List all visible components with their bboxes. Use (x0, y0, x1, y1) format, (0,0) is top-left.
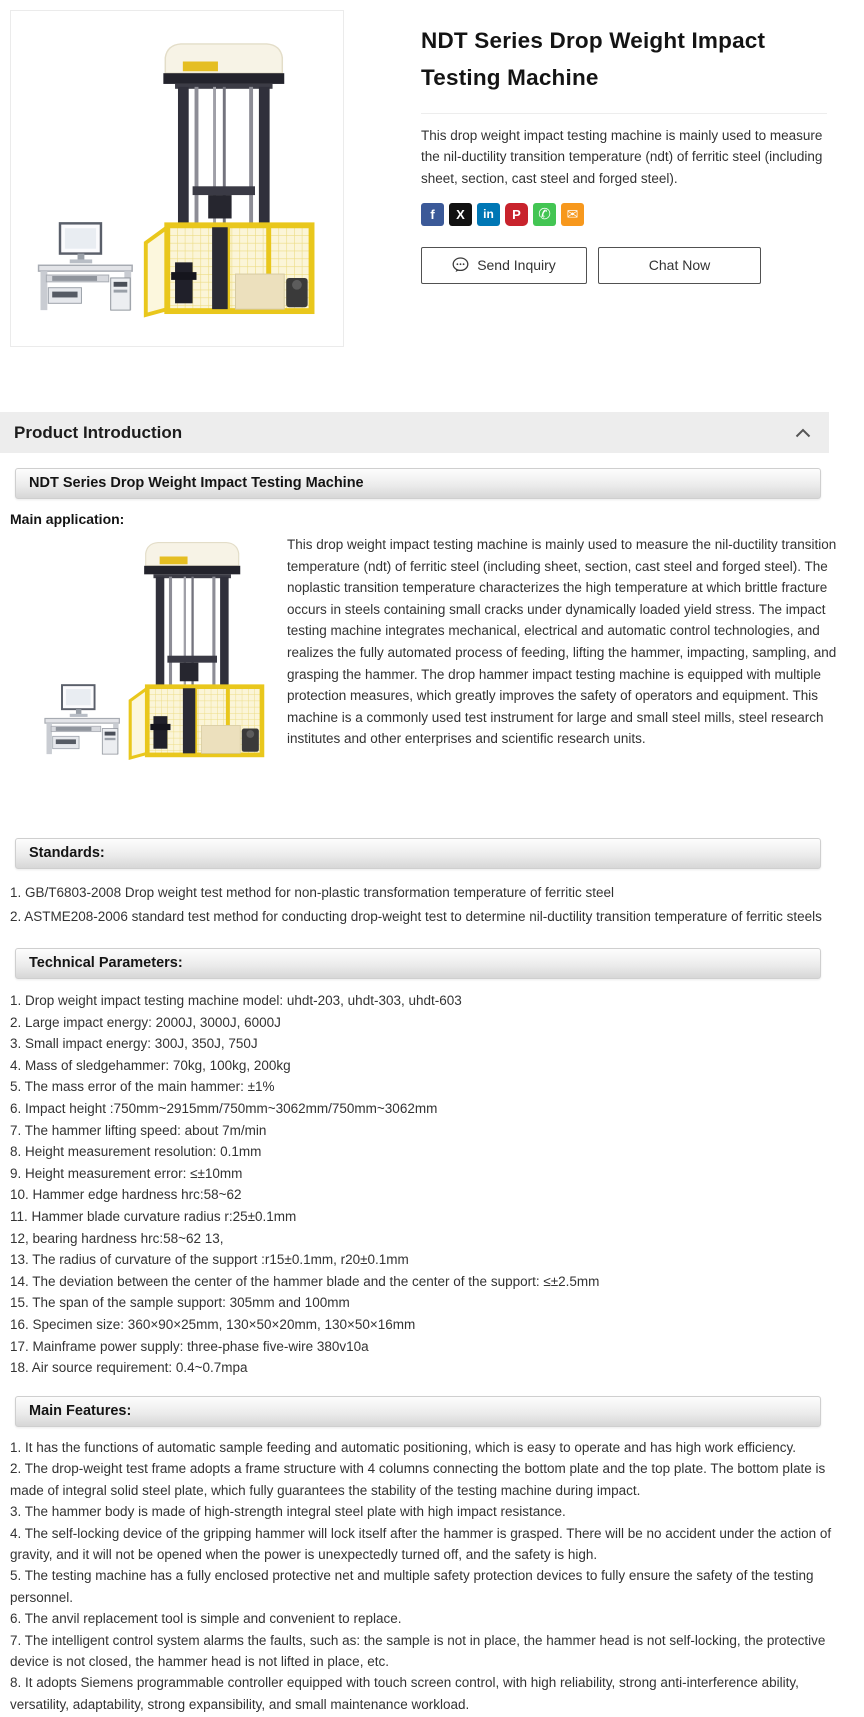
standards-header: Standards: (15, 838, 821, 869)
share-whatsapp-icon[interactable]: ✆ (533, 203, 556, 226)
send-inquiry-button[interactable] (421, 247, 587, 284)
product-summary: This drop weight impact testing machine is mainly used to measure the nil-ductility transition temperature (ndt) of ferritic steel (including sheet, section, cast steel and forged steel). (421, 128, 823, 186)
list-item: 14. The deviation between the center of the hammer blade and the center of the support: ≤±2.5mm (10, 1273, 600, 1289)
product-info-panel (421, 22, 833, 284)
share-email-icon[interactable]: ✉ (561, 203, 584, 226)
main-features-list (10, 1437, 848, 1715)
product-title: NDT Series Drop Weight Impact Testing Machine (421, 28, 766, 90)
section-title: Product Introduction (14, 422, 183, 442)
divider (421, 113, 827, 114)
share-x-icon[interactable]: X (449, 203, 472, 226)
share-facebook-icon[interactable]: f (421, 203, 444, 226)
technical-parameters-header: Technical Parameters: (15, 948, 821, 979)
list-item: 5. The mass error of the main hammer: ±1% (10, 1079, 275, 1095)
list-item: 7. The hammer lifting speed: about 7m/min (10, 1122, 267, 1138)
chat-now-button[interactable] (598, 247, 761, 284)
list-item: 8. It adopts Siemens programmable controller equipped with touch screen control, with high reliability, strong anti-interference ability, versatility, adaptability, strong expansibility, and small maintenance workload. (10, 1675, 799, 1712)
list-item: 13. The radius of curvature of the support :r15±0.1mm, r20±0.1mm (10, 1252, 409, 1268)
share-linkedin-icon[interactable]: in (477, 203, 500, 226)
list-item: 16. Specimen size: 360×90×25mm, 130×50×20mm, 130×50×16mm (10, 1316, 416, 1332)
main-features-header: Main Features: (15, 1396, 821, 1427)
technical-parameters-list (10, 990, 860, 1379)
list-item: 11. Hammer blade curvature radius r:25±0.1mm (10, 1208, 297, 1224)
chat-bubble-icon (452, 257, 469, 273)
list-item: 10. Hammer edge hardness hrc:58~62 (10, 1187, 242, 1203)
list-item: 5. The testing machine has a fully enclosed protective net and multiple safety protection devices to fully ensure the safety of the testing personnel. (10, 1568, 814, 1605)
list-item: 3. Small impact energy: 300J, 350J, 750J (10, 1036, 258, 1052)
list-item: 2. ASTME208-2006 standard test method for conducting drop-weight test to determine nil-ductility transition temperature of ferritic steels (10, 908, 822, 924)
chat-now-label: Chat Now (648, 257, 711, 274)
standards-list (10, 881, 860, 928)
chevron-up-icon[interactable] (795, 428, 811, 438)
list-item: 6. Impact height :750mm~2915mm/750mm~3062mm/750mm~3062mm (10, 1100, 438, 1116)
machine-illustration-small (31, 533, 279, 766)
list-item: 1. GB/T6803-2008 Drop weight test method for non-plastic transformation temperature of ferritic steel (10, 885, 615, 900)
list-item: 17. Mainframe power supply: three-phase five-wire 380v10a (10, 1338, 369, 1354)
machine-illustration (21, 32, 333, 325)
application-image (30, 533, 280, 769)
send-inquiry-label: Send Inquiry (477, 257, 556, 274)
main-application-label: Main application: (10, 511, 125, 527)
share-row (421, 203, 833, 226)
list-item: 7. The intelligent control system alarms the faults, such as: the sample is not in place, the hammer head is not self-locking, the protective device is not closed, the hammer head is not lifted in place, etc. (10, 1632, 826, 1670)
list-item: 4. Mass of sledgehammer: 70kg, 100kg, 200kg (10, 1057, 291, 1073)
list-item: 1. It has the functions of automatic sample feeding and automatic positioning, which is easy to operate and has high work efficiency. (10, 1440, 796, 1455)
intro-banner: NDT Series Drop Weight Impact Testing Machine (15, 468, 821, 499)
product-photo[interactable] (10, 10, 344, 347)
product-introduction-section-header[interactable] (0, 412, 829, 453)
list-item: 9. Height measurement error: ≤±10mm (10, 1165, 243, 1181)
list-item: 12, bearing hardness hrc:58~62 13, (10, 1230, 224, 1246)
list-item: 2. Large impact energy: 2000J, 3000J, 6000J (10, 1014, 281, 1030)
list-item: 3. The hammer body is made of high-strength integral steel plate with high impact resistance. (10, 1504, 566, 1520)
main-application-text: This drop weight impact testing machine is mainly used to measure the nil-ductility transition temperature (ndt) of ferritic steel (including sheet, section, cast steel and forged steel). The noplastic transition temperature characterizes the high temperature at which brittle fracture occurs in steels containing small cracks under dynamically loaded yield stress. The impact testing machine integrates mechanical, electrical and automatic control technologies, and realizes the fully automated process of feeding, lifting the hammer, impacting, sampling, and grasping the hammer. The drop hammer impact testing machine is equipped with multiple protection measures, which greatly improves the safety of operators and equipment. This machine is a commonly used test instrument for large and small steel mills, steel research institutes and other enterprises and scientific research units. (287, 537, 837, 747)
list-item: 18. Air source requirement: 0.4~0.7mpa (10, 1360, 248, 1376)
list-item: 6. The anvil replacement tool is simple and convenient to replace. (10, 1611, 402, 1627)
list-item: 8. Height measurement resolution: 0.1mm (10, 1144, 262, 1160)
list-item: 15. The span of the sample support: 305mm and 100mm (10, 1295, 350, 1311)
action-buttons (421, 247, 833, 284)
list-item: 4. The self-locking device of the gripping hammer will lock itself after the hammer is grasped. There will be no accident under the action of gravity, and it will not be opened when the power is unexpectedly turned off, and the safety is high. (10, 1525, 832, 1563)
list-item: 1. Drop weight impact testing machine model: uhdt-203, uhdt-303, uhdt-603 (10, 993, 462, 1008)
share-pinterest-icon[interactable]: P (505, 203, 528, 226)
list-item: 2. The drop-weight test frame adopts a frame structure with 4 columns connecting the bottom plate and the top plate. The bottom plate is made of integral solid steel plate, which fully guarantees the stability of the testing machine during impact. (10, 1461, 826, 1498)
